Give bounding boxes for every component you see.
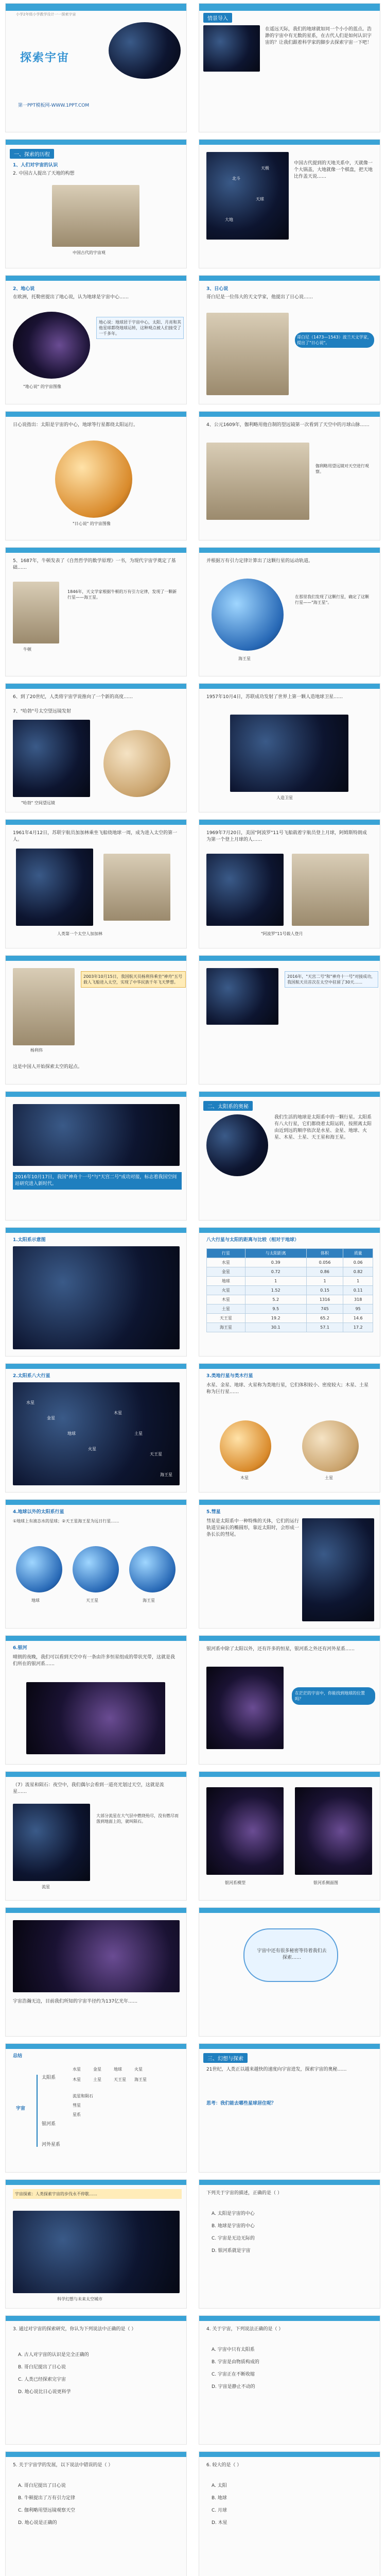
image-caption: 木星 xyxy=(240,1476,249,1480)
quiz-option: B. 地球 xyxy=(212,2496,227,2501)
slide-topbar xyxy=(6,820,186,825)
spacecraft-image xyxy=(206,968,278,1025)
docking-image xyxy=(13,1104,180,1166)
section-tab: 三、幻想与探索 xyxy=(203,2053,248,2063)
planet-caption: 海王星 xyxy=(143,1598,155,1603)
body-text: 并根据万有引力定律计算出了这颗行星的运动轨道。 xyxy=(206,558,313,564)
slide-yang-liwei xyxy=(5,955,187,1084)
quiz-option: A. 太阳 xyxy=(212,2483,227,2488)
slide-topbar xyxy=(199,2316,380,2321)
table-row xyxy=(207,1323,373,1332)
newton-portrait xyxy=(13,582,59,643)
cover-title: 探索宇宙 xyxy=(20,52,70,64)
question-text: 6. 较大的是（ ） xyxy=(206,2463,242,2468)
satellite-image xyxy=(230,715,348,792)
slide-topbar xyxy=(199,1908,380,1913)
planet-label: 木星 xyxy=(114,1411,122,1415)
galaxy-image xyxy=(206,1667,284,1749)
table-row xyxy=(207,1258,373,1267)
heliocentric-image xyxy=(55,440,132,518)
body-text: 晴朗的夜晚，我们可以看到天空中有一条由许多恒星组成的带状光带，这就是我们所在的银河系…… xyxy=(13,1655,176,1667)
planet-illustration xyxy=(109,22,181,79)
question-text: 思考：我们能去哪些星球居住呢？ xyxy=(206,2101,276,2106)
table-row xyxy=(207,1286,373,1295)
image-caption: 土星 xyxy=(325,1476,333,1480)
star-label: 大地 xyxy=(225,217,233,222)
planet-label: 水星 xyxy=(26,1400,34,1405)
body-text: 在欧洲，托勒密提出了地心说，认为地球是宇宙中心…… xyxy=(13,295,129,300)
slide-topbar xyxy=(199,412,380,417)
table-cell: 火星 xyxy=(207,1286,245,1295)
table-cell: 木星 xyxy=(207,1295,245,1304)
star-label: 北斗 xyxy=(232,176,240,181)
quiz-option: C. 月球 xyxy=(212,2508,227,2513)
copernicus-portrait xyxy=(206,313,289,395)
slide-intro xyxy=(199,3,380,132)
mindmap-item: 土星 xyxy=(93,2077,101,2082)
table-cell: 0.06 xyxy=(343,1258,373,1267)
quiz-option: B. 宇宙是由物质构成的 xyxy=(212,2360,259,2365)
body-text: 7、"哈勃"号太空望远镜发射 xyxy=(13,709,72,714)
slide-galileo xyxy=(199,411,380,540)
mindmap-item: 木星 xyxy=(73,2077,81,2082)
question-text: 下列关于宇宙的描述，正确的是（ ） xyxy=(206,2191,282,2196)
slide-quiz-1 xyxy=(199,2179,380,2309)
slide-topbar xyxy=(199,4,380,11)
quiz-option: C. 宇宙是无边无际的 xyxy=(212,2236,255,2241)
body-text: 哥白尼是一位伟大的天文学家，他提出了日心说…… xyxy=(206,295,313,300)
slide-geocentric xyxy=(5,275,187,404)
section-tab: 情景导入 xyxy=(203,13,232,23)
body-text: 2. 中国古人提出了天地的构想 xyxy=(13,171,75,176)
slide-other-planets xyxy=(5,1499,187,1629)
milky-way-image xyxy=(26,1682,165,1754)
mindmap-item: 海王星 xyxy=(134,2077,147,2082)
slide-topbar xyxy=(199,1772,380,1777)
table-cell: 水星 xyxy=(207,1258,245,1267)
quiz-option: C. 伽利略用望远镜观察天空 xyxy=(18,2508,76,2513)
image-caption: 人造卫星 xyxy=(276,795,293,800)
saturn-image xyxy=(302,1420,359,1472)
slide-comet xyxy=(199,1499,380,1629)
slide-topbar xyxy=(199,276,380,281)
mindmap-branch: 银河系 xyxy=(42,2122,56,2127)
planet-label: 火星 xyxy=(88,1447,96,1451)
quiz-option: D. 地心说是正确的 xyxy=(18,2520,57,2526)
table-row xyxy=(207,1267,373,1277)
slide-topbar xyxy=(6,1228,186,1233)
body-text: 4、公元1609年，伽利略用他自制的望远镜第一次看到了天空中的月球山脉…… xyxy=(206,422,370,428)
slide-title: 5.彗星 xyxy=(206,1510,221,1515)
neptune-image xyxy=(212,579,284,651)
earth-image xyxy=(16,1546,62,1592)
slide-topbar xyxy=(6,4,186,11)
mindmap-branch: 太阳系 xyxy=(42,2075,56,2080)
slide-topbar xyxy=(6,1772,186,1777)
astronaut-image xyxy=(292,854,369,926)
slide-quiz-5 xyxy=(199,2451,380,2576)
galaxy-side-image xyxy=(295,1787,372,1875)
cloud-text: 宇宙中还有很多秘密等待着我们去探索…… xyxy=(257,1948,327,1960)
note-box: 地心说：地球居于宇宙中心，太阳、月亮和其他星球都绕地球运转，这种观点被人们接受了一千多年。 xyxy=(96,317,184,339)
image-caption: 中国古代的宇宙观 xyxy=(73,250,106,255)
body-text: 1969年7月20日，美国"阿波罗"11号飞船载着宇航员登上月球，阿姆斯特朗成为第一个登上月球的人…… xyxy=(206,831,367,842)
quiz-option: D. 银河系就是宇宙 xyxy=(212,2248,251,2253)
slide-meteor xyxy=(5,1771,187,1901)
table-cell: 0.86 xyxy=(306,1267,343,1277)
galaxy-model-image xyxy=(206,1787,284,1875)
quiz-option: A. 哥白尼提出了日心说 xyxy=(18,2483,66,2488)
table-cell: 30.1 xyxy=(245,1323,306,1332)
intro-text: 在遥远天际，我们的地球就如同一个小小的蓝点。浩渺的宇宙中有无数的星系，在古代人们是如何认识宇宙的？让我们跟着科学家的脚步去探索宇宙一下吧！ xyxy=(265,27,372,45)
image-caption: 海王星 xyxy=(238,656,251,661)
body-text: 中国古代提到的天地关系中，天就像一个大锅盖，大地就像一个棋盘，把天地比作盖天说…… xyxy=(294,161,373,179)
slide-future xyxy=(5,2179,187,2309)
slide-summary xyxy=(5,2043,187,2173)
slide-solar-diagram xyxy=(5,1227,187,1357)
planet-label: 天王星 xyxy=(150,1452,162,1456)
slide-topbar xyxy=(199,2180,380,2185)
future-city-image xyxy=(13,2211,180,2293)
body-text: 21世纪，人类正以越来越快的速度向宇宙进发，探索宇宙的奥秘…… xyxy=(206,2067,347,2072)
table-cell: 318 xyxy=(343,1295,373,1304)
table-cell: 745 xyxy=(306,1304,343,1314)
quiz-option: A. 古人对宇宙的认识是完全正确的 xyxy=(18,2352,89,2358)
slide-topbar xyxy=(6,1092,186,1097)
slide-galaxy-models xyxy=(199,1771,380,1901)
body-text: 水星、金星、地球、火星称为类地行星，它们体积较小、密度较大；木星、土星称为巨行星…… xyxy=(206,1383,369,1395)
table-row xyxy=(207,1277,373,1286)
cover-header: 小学2年级小学教学设计一一探索宇宙 xyxy=(16,12,76,16)
slide-topbar xyxy=(6,2180,186,2185)
slide-topbar xyxy=(6,548,186,553)
image-caption: 科学幻想与未来太空城市 xyxy=(57,2297,102,2301)
gagarin-portrait xyxy=(103,854,170,921)
slide-title: 3.类地行星与类木行星 xyxy=(206,1374,253,1379)
note-box: 2003年10月15日，我国航天员杨利伟乘坐"神舟"五号载人飞船进入太空，实现了中华民族千年飞天梦想。 xyxy=(81,971,186,988)
table-cell: 0.72 xyxy=(245,1267,306,1277)
section-tab: 一、探索的历程 xyxy=(10,149,54,159)
slide-neptune xyxy=(199,547,380,676)
slide-title: 2.太阳系八大行星 xyxy=(13,1374,50,1379)
table-cell: 0.11 xyxy=(343,1286,373,1295)
slide-quiz-2 xyxy=(5,2315,187,2445)
image-caption: "阿波罗"11号载人登月 xyxy=(261,931,303,936)
slide-topbar xyxy=(6,412,186,417)
mindmap-center: 宇宙 xyxy=(16,2106,26,2111)
slide-planet-types xyxy=(199,1363,380,1493)
image-caption: 银河系侧面图 xyxy=(313,1880,338,1885)
section-tab: 二、太阳系的奥秘 xyxy=(203,1101,253,1111)
slide-title: 总结 xyxy=(13,2054,23,2059)
planet-table xyxy=(206,1248,373,1332)
mindmap-line xyxy=(37,2075,38,2147)
table-cell: 14.6 xyxy=(343,1314,373,1323)
body-text: 2016年10月17日，我国"神舟十一号"与"天宫二号"成功对接，标志着我国空间站研究进入新时代。 xyxy=(13,1172,182,1190)
quiz-option: B. 牛顿提出了万有引力定律 xyxy=(18,2496,75,2501)
table-cell: 1.52 xyxy=(245,1286,306,1295)
slide-title: 1.太阳系示意图 xyxy=(13,1238,46,1243)
slide-apollo xyxy=(199,819,380,948)
slide-quiz-4 xyxy=(5,2451,187,2576)
table-cell: 95 xyxy=(343,1304,373,1314)
slide-topbar xyxy=(199,820,380,825)
table-cell: 19.2 xyxy=(245,1314,306,1323)
slide-cover xyxy=(5,3,187,132)
mindmap-item: 地球 xyxy=(114,2067,122,2072)
slide-topbar xyxy=(6,2452,186,2457)
planet-label: 海王星 xyxy=(160,1472,172,1477)
table-header: 行星 xyxy=(207,1249,245,1258)
footnote: ①地球上有液态水的星球；②天王星海王星为远日行星…… xyxy=(13,1519,119,1523)
table-header: 质量 xyxy=(343,1249,373,1258)
question-text: 3. 通过对宇宙的探索研究，你认为下列说法中正确的是（ ） xyxy=(13,2327,136,2332)
slide-topbar xyxy=(6,1636,186,1641)
table-cell: 海王星 xyxy=(207,1323,245,1332)
note-text: 在那里我们发现了这颗行星，确定了这颗行星——"海王星"。 xyxy=(295,595,369,605)
table-cell: 57.1 xyxy=(306,1323,343,1332)
body-text: 5、1687年，牛顿发表了《自然哲学的数学原理》一书，为现代宇宙学奠定了基础…… xyxy=(13,558,176,570)
note-bubble: 在茫茫的宇宙中，你能找到地球的位置吗？ xyxy=(292,1687,375,1705)
table-cell: 0.82 xyxy=(343,1267,373,1277)
image-caption: "哈勃" 空间望远镜 xyxy=(21,801,55,805)
slide-heliocentric xyxy=(199,275,380,404)
slide-topbar xyxy=(199,140,380,145)
universe-image xyxy=(13,1920,180,1992)
mindmap-branch: 河外星系 xyxy=(42,2142,61,2147)
body-text: 日心说指出：太阳是宇宙的中心，地球等行星都绕太阳运行。 xyxy=(13,422,138,428)
uranus-image xyxy=(73,1546,119,1592)
subheading: 2、地心说 xyxy=(13,286,35,292)
neptune-image xyxy=(129,1546,176,1592)
ancient-cosmos-image xyxy=(52,185,139,247)
slide-topbar xyxy=(199,548,380,553)
hubble-image xyxy=(13,720,90,797)
table-body xyxy=(207,1258,373,1332)
mindmap-item: 金星 xyxy=(93,2067,101,2072)
planet-caption: 天王星 xyxy=(86,1598,98,1603)
slide-topbar xyxy=(6,140,186,145)
quiz-option: C. 人类已经探索完宇宙 xyxy=(18,2377,66,2382)
solar-image xyxy=(206,1114,268,1176)
mindmap-item: 水星 xyxy=(73,2067,81,2072)
quiz-option: D. 木星 xyxy=(212,2520,227,2526)
mindmap-item: 彗星 xyxy=(73,2103,81,2108)
slide-topbar xyxy=(6,684,186,689)
planet-label: 金星 xyxy=(47,1416,55,1420)
subheading: 1、人们对宇宙的认识 xyxy=(13,163,58,168)
table-header: 与太阳距离 xyxy=(245,1249,306,1258)
slide-galaxies xyxy=(199,1635,380,1765)
slide-title: 6.银河 xyxy=(13,1646,27,1651)
planet-label: 土星 xyxy=(134,1431,143,1436)
geocentric-image xyxy=(13,312,90,379)
slide-topbar xyxy=(6,1364,186,1369)
slide-mysteries xyxy=(199,1907,380,2037)
slide-topbar xyxy=(199,684,380,689)
meteor-image xyxy=(13,1804,90,1881)
star-label: 天球 xyxy=(256,197,264,201)
planets-image xyxy=(13,1382,180,1485)
moon-landing-image xyxy=(206,854,284,926)
solar-system-diagram xyxy=(13,1246,180,1349)
slide-universe-size xyxy=(5,1907,187,2037)
mindmap-item: 星系 xyxy=(73,2112,81,2117)
slide-fantasy xyxy=(199,2043,380,2173)
yang-liwei-portrait xyxy=(13,968,75,1045)
table-cell: 0.056 xyxy=(306,1258,343,1267)
slide-topbar xyxy=(199,1364,380,1369)
table-cell: 65.2 xyxy=(306,1314,343,1323)
star-chart-image xyxy=(206,152,289,240)
slide-quiz-3 xyxy=(199,2315,380,2445)
body-text: 宇宙浩瀚无边，目前我们所知的宇宙半径约为137亿光年…… xyxy=(13,1999,138,2004)
note-box: 2016年，"天宫二号"和"神舟十一号"对接成功，我国航天员首次在太空中驻留了30天…… xyxy=(285,971,378,988)
table-cell: 5.2 xyxy=(245,1295,306,1304)
planet-image xyxy=(103,730,170,797)
slide-newton xyxy=(5,547,187,676)
slide-topbar xyxy=(199,956,380,961)
body-text: 我们生活的地球是太阳系中的一颗行星。太阳系有八大行星，它们都绕着太阳运转，按照离太阳由近到远的顺序依次是水星、金星、地球、火星、木星、土星、天王星和海王星。 xyxy=(274,1115,372,1140)
slide-gagarin xyxy=(5,819,187,948)
table-cell: 1316 xyxy=(306,1295,343,1304)
image-caption: "地心说" 的宇宙图像 xyxy=(23,384,61,389)
table-cell: 1 xyxy=(306,1277,343,1286)
mindmap-item: 天王星 xyxy=(114,2077,126,2082)
slide-topbar xyxy=(6,956,186,961)
quiz-option: D. 地心说比日心说更科学 xyxy=(18,2389,71,2395)
slide-heliocentric-model xyxy=(5,411,187,540)
table-cell: 1 xyxy=(343,1277,373,1286)
slide-topbar xyxy=(6,2044,186,2049)
note-text: 大部分流星在大气层中燃烧殆尽，没有燃尽而落到地面上的，就叫陨石。 xyxy=(96,1814,179,1824)
table-cell: 土星 xyxy=(207,1304,245,1314)
image-caption: 牛顿 xyxy=(23,647,31,652)
slide-milky-way xyxy=(5,1635,187,1765)
cover-logo-text: 第一PPT模板网-WWW.1PPT.COM xyxy=(18,103,90,108)
question-text: 5. 关于宇宙学的发展，以下说法中错误的是（ ） xyxy=(13,2463,113,2468)
body-text: （7）流星和陨石：夜空中，我们偶尔会看到一道亮光划过天空，这就是流星…… xyxy=(13,1783,164,1794)
rocket-image xyxy=(16,849,93,926)
slide-topbar xyxy=(6,2316,186,2321)
slide-docking xyxy=(5,1091,187,1221)
earth-image xyxy=(203,25,260,72)
slide-history xyxy=(5,139,187,268)
slide-topbar xyxy=(199,1500,380,1505)
slide-topbar xyxy=(6,276,186,281)
note-box: 宇宙探索：人类探索宇宙的步伐永不停歇…… xyxy=(13,2189,182,2199)
table-header: 体积 xyxy=(306,1249,343,1258)
quiz-option: B. 地球是宇宙的中心 xyxy=(212,2224,255,2229)
quiz-option: B. 哥白尼提出了日心说 xyxy=(18,2365,66,2370)
table-cell: 地球 xyxy=(207,1277,245,1286)
table-row xyxy=(207,1304,373,1314)
slide-tiangong xyxy=(199,955,380,1084)
slide-satellite xyxy=(199,683,380,812)
slide-title: 八大行星与太阳的距离与比较（相对于地球） xyxy=(206,1238,300,1243)
image-caption: 杨利伟 xyxy=(30,1048,43,1053)
galileo-telescope-image xyxy=(206,443,309,520)
question-text: 4. 关于宇宙，下列说法正确的是（ ） xyxy=(206,2327,284,2332)
body-text: 彗星是太阳系中一种特殊的天体，它们的运行轨道呈扁长的椭圆形，靠近太阳时，会形成一条长长的彗尾。 xyxy=(206,1519,300,1537)
slide-topbar xyxy=(199,2044,380,2049)
subheading: 3、日心说 xyxy=(206,286,229,292)
quiz-option: D. 宇宙是静止不动的 xyxy=(212,2384,255,2389)
quiz-option: A. 宇宙中只有太阳系 xyxy=(212,2347,255,2352)
quiz-option: A. 太阳是宇宙的中心 xyxy=(212,2211,255,2216)
planet-caption: 地球 xyxy=(31,1598,40,1603)
image-caption: "日心说" 的宇宙图像 xyxy=(73,521,111,526)
slide-topbar xyxy=(199,1636,380,1641)
slide-planet-table xyxy=(199,1227,380,1357)
slide-hubble xyxy=(5,683,187,812)
note-text: 伽利略用望远镜对天空进行观察。 xyxy=(315,464,369,474)
slide-solar-mystery xyxy=(199,1091,380,1221)
mindmap-item: 火星 xyxy=(134,2067,143,2072)
table-row xyxy=(207,1314,373,1323)
table-row xyxy=(207,1295,373,1304)
slide-heaven-earth xyxy=(199,139,380,268)
star-label: 天极 xyxy=(261,166,269,171)
comet-image xyxy=(302,1518,374,1621)
image-caption: 银河系模型 xyxy=(225,1880,245,1885)
table-cell: 9.5 xyxy=(245,1304,306,1314)
table-cell: 金星 xyxy=(207,1267,245,1277)
body-text: 1961年4月12日，苏联宇航员加加林乘坐飞船绕地球一周，成为进入太空的第一人。 xyxy=(13,831,178,842)
image-caption: 流星 xyxy=(42,1885,50,1889)
quiz-option: C. 宇宙正在不断收缩 xyxy=(212,2372,255,2377)
body-text: 1957年10月4日，苏联成功发射了世界上第一颗人造地球卫星…… xyxy=(206,694,343,700)
table-cell: 0.39 xyxy=(245,1258,306,1267)
table-cell: 1 xyxy=(245,1277,306,1286)
table-cell: 0.15 xyxy=(306,1286,343,1295)
body-text: 6、到了20世纪，人类将宇宙学说推向了一个新的高度…… xyxy=(13,694,133,700)
note-text: 1846年，天文学家根据牛顿的万有引力定律，发现了一颗新行星——海王星。 xyxy=(67,589,177,600)
body-text: 银河系中除了太阳以外，还有许多的恒星，银河系之外还有河外星系…… xyxy=(206,1647,355,1652)
slide-topbar xyxy=(199,1228,380,1233)
slide-title: 4.地球以外的太阳系行星 xyxy=(13,1510,64,1515)
planet-label: 地球 xyxy=(67,1431,76,1436)
footnote: 这是中国人开始探索太空的起点。 xyxy=(13,1064,83,1070)
slide-eight-planets xyxy=(5,1363,187,1493)
table-cell: 天王星 xyxy=(207,1314,245,1323)
image-caption: 人类第一个太空人加加林 xyxy=(57,931,102,936)
slide-topbar xyxy=(6,1908,186,1913)
slide-topbar xyxy=(6,1500,186,1505)
note-bubble: 哥白尼（1473—1543）波兰天文学家，提出了"日心说"。 xyxy=(295,332,374,348)
jupiter-image xyxy=(220,1420,271,1472)
slide-topbar xyxy=(199,2452,380,2457)
mindmap-item: 流星和陨石 xyxy=(73,2094,93,2098)
slide-topbar xyxy=(199,1092,380,1097)
table-cell: 17.2 xyxy=(343,1323,373,1332)
